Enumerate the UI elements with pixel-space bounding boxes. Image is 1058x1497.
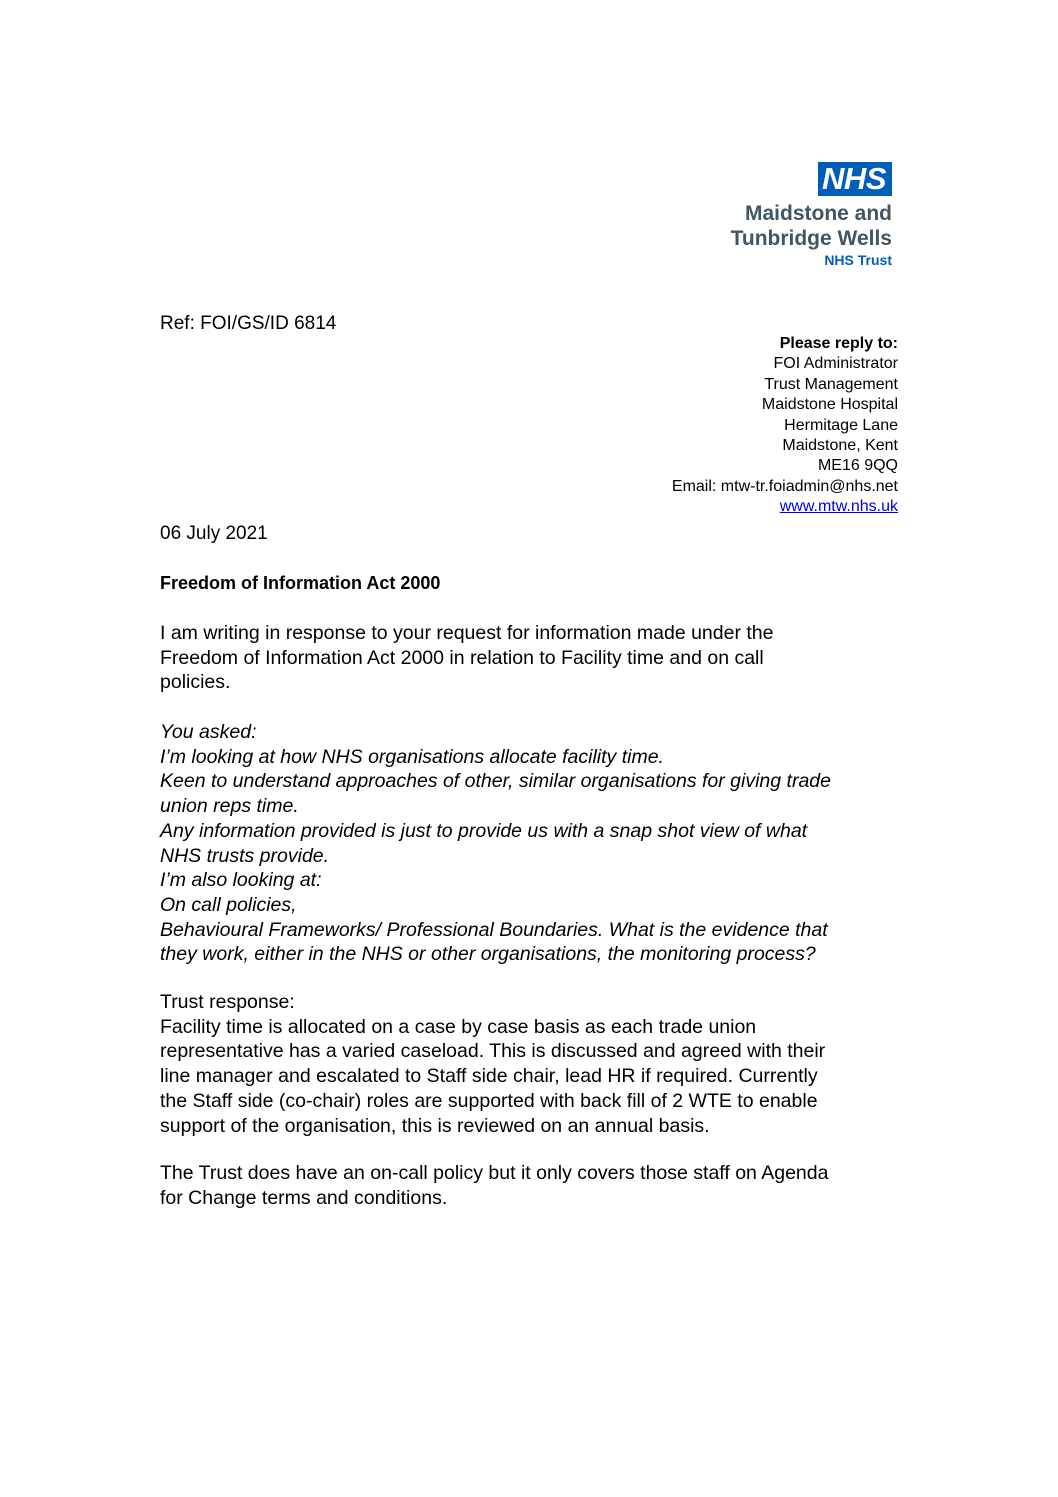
text-line: Any information provided is just to provide us with a snap shot view of what	[160, 819, 808, 842]
org-name-line-3: NHS Trust	[824, 252, 892, 268]
reply-line: Maidstone Hospital	[761, 396, 898, 414]
reply-line: Trust Management	[764, 375, 898, 393]
trust-response-section	[160, 990, 910, 1138]
reply-line: Maidstone, Kent	[782, 437, 898, 455]
text-line: Freedom of Information Act 2000 in relation to Facility time and on call	[160, 646, 764, 669]
text-line: I am writing in response to your request for information made under the	[160, 622, 774, 644]
letter-date: 06 July 2021	[160, 523, 268, 544]
text-line: the Staff side (co-chair) roles are supported with back fill of 2 WTE to enable	[160, 1089, 818, 1112]
reply-address-block	[672, 334, 898, 518]
text-line: support of the organisation, this is reviewed on an annual basis.	[160, 1114, 710, 1137]
text-line: Facility time is allocated on a case by case basis as each trade union	[160, 1015, 757, 1038]
text-line: On call policies,	[160, 893, 297, 916]
text-line: I’m also looking at:	[160, 869, 322, 892]
website-link[interactable]: www.mtw.nhs.uk	[779, 498, 898, 516]
text-line: Trust response:	[160, 991, 295, 1013]
reply-heading: Please reply to:	[779, 335, 898, 352]
text-line: I’m looking at how NHS organisations allocate facility time.	[160, 745, 664, 768]
reference-number: Ref: FOI/GS/ID 6814	[160, 313, 337, 334]
text-line: representative has a varied caseload. This is discussed and agreed with their	[160, 1040, 826, 1063]
text-line: The Trust does have an on-call policy but it only covers those staff on Agenda	[160, 1162, 829, 1184]
act-title: Freedom of Information Act 2000	[160, 573, 441, 593]
nhs-badge: NHS	[818, 162, 892, 196]
text-line: for Change terms and conditions.	[160, 1186, 448, 1209]
oncall-paragraph	[160, 1161, 910, 1210]
you-asked-section	[160, 720, 910, 967]
org-name-line-2: Tunbridge Wells	[730, 227, 892, 250]
reply-line: FOI Administrator	[773, 355, 898, 373]
text-line: union reps time.	[160, 795, 299, 818]
text-line: Behavioural Frameworks/ Professional Boundaries. What is the evidence that	[160, 918, 828, 941]
nhs-trust-logo	[692, 162, 892, 270]
text-line: NHS trusts provide.	[160, 844, 330, 867]
text-line: they work, either in the NHS or other organisations, the monitoring process?	[160, 943, 816, 966]
text-line: policies.	[160, 671, 231, 694]
text-line: line manager and escalated to Staff side chair, lead HR if required. Currently	[160, 1065, 818, 1088]
intro-paragraph	[160, 621, 910, 695]
reply-email: Email: mtw-tr.foiadmin@nhs.net	[671, 477, 898, 495]
text-line: Keen to understand approaches of other, similar organisations for giving trade	[160, 770, 831, 793]
reply-line: Hermitage Lane	[784, 416, 898, 434]
reply-line: ME16 9QQ	[817, 457, 898, 475]
text-line: You asked:	[160, 721, 257, 743]
org-name-line-1: Maidstone and	[744, 202, 892, 225]
